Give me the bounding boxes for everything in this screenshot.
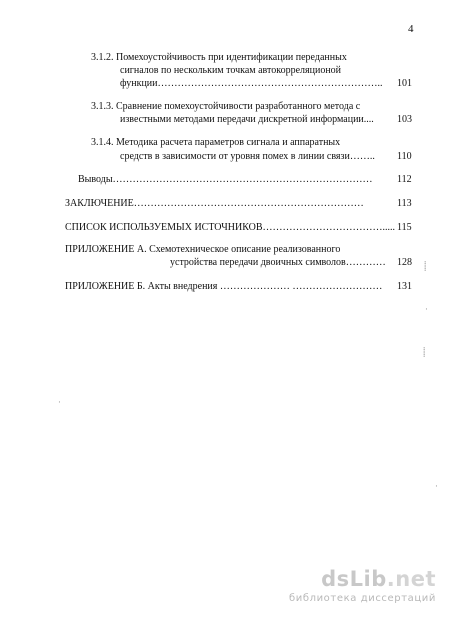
toc-entry-title: СПИСОК ИСПОЛЬЗУЕМЫХ ИСТОЧНИКОВ………………………………..... bbox=[65, 222, 396, 233]
toc-entry-title-cont: известными методами передачи дискретной информации.... bbox=[120, 114, 374, 125]
toc-entry-title-cont: функции………………………………………………………….. bbox=[120, 78, 383, 89]
toc-entry-title: ПРИЛОЖЕНИЕ Б. Акты внедрения ………………… ……………………… bbox=[65, 281, 383, 292]
scan-speck: · bbox=[58, 398, 61, 408]
toc-page-number: 101 bbox=[397, 78, 412, 89]
toc-page-number: 110 bbox=[397, 151, 412, 162]
toc-entry-title-cont: средств в зависимости от уровня помех в линии связи…….. bbox=[120, 151, 375, 162]
watermark-tagline: библиотека диссертаций bbox=[288, 593, 436, 604]
page-number: 4 bbox=[408, 23, 414, 35]
scan-speck: · bbox=[435, 482, 438, 492]
toc-entry-number: 3.1.2. bbox=[91, 52, 114, 63]
toc-entry-title: ЗАКЛЮЧЕНИЕ…………………………………………………………… bbox=[65, 198, 364, 209]
toc-entry-title-cont: сигналов по нескольким точкам автокорреляционой bbox=[120, 65, 342, 76]
toc-entry-title: ПРИЛОЖЕНИЕ А. Схемотехническое описание реализованного bbox=[65, 244, 341, 255]
toc-page-number: 103 bbox=[397, 114, 412, 125]
toc-page-number: 112 bbox=[397, 174, 412, 185]
toc-entry-title: Методика расчета параметров сигнала и аппаратных bbox=[116, 137, 341, 148]
watermark bbox=[264, 567, 444, 611]
toc-entry-number: 3.1.3. bbox=[91, 101, 114, 112]
toc-entry-title: Сравнение помехоустойчивости разработанного метода с bbox=[116, 101, 361, 112]
toc-page-number: 113 bbox=[397, 198, 412, 209]
scan-speck: · bbox=[425, 305, 428, 315]
toc-entry-title: Выводы…………………………………………………………………… bbox=[78, 174, 373, 185]
toc-entry-title: Помехоустойчивость при идентификации переданных bbox=[116, 52, 347, 63]
toc-page-number: 128 bbox=[397, 257, 412, 268]
watermark-logo: dsLib.net bbox=[321, 567, 436, 591]
toc-page-number: 115 bbox=[397, 222, 412, 233]
scan-speck: ⸽ bbox=[424, 262, 427, 272]
toc-entry-number: 3.1.4. bbox=[91, 137, 114, 148]
toc-page-number: 131 bbox=[397, 281, 412, 292]
scan-speck: ⸽ bbox=[423, 348, 426, 358]
toc-entry-title-cont: устройства передачи двоичных символов………… bbox=[170, 257, 386, 268]
